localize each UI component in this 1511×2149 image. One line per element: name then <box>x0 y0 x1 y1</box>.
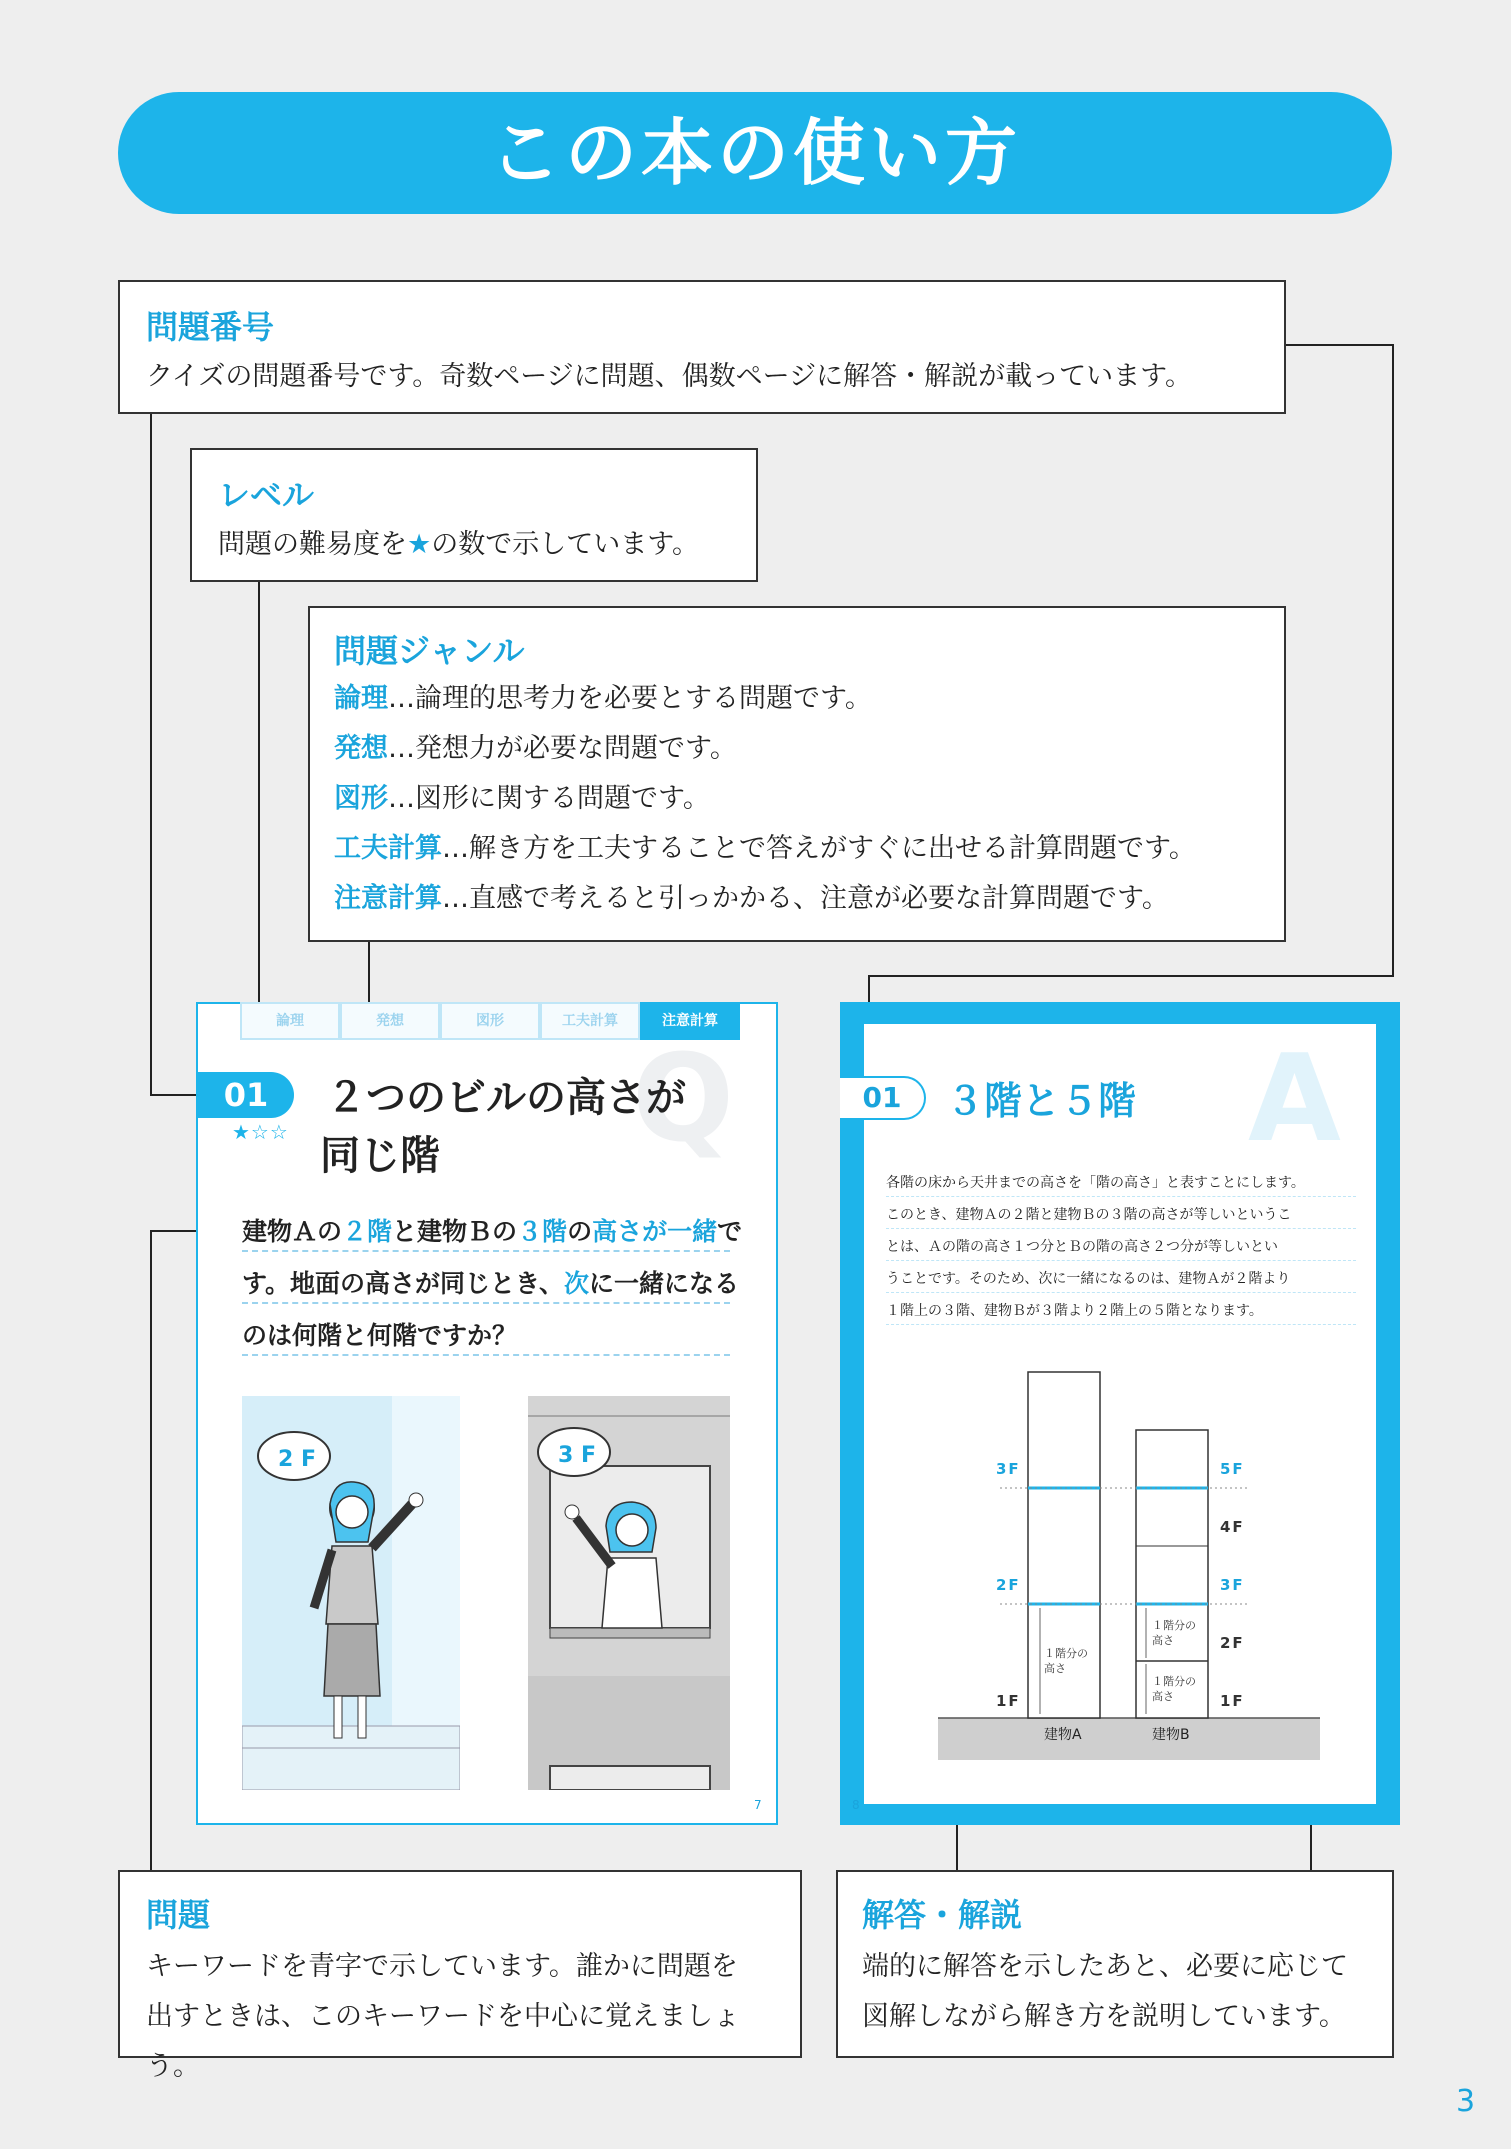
genre-item: 工夫計算…解き方を工夫することで答えがすぐに出せる計算問題です。 <box>334 833 1196 864</box>
genre-item: 注意計算…直感で考えると引っかかる、注意が必要な計算問題です。 <box>334 883 1169 914</box>
tab-4: 注意計算 <box>640 1002 740 1040</box>
answer-body-line: １階上の３階、建物Ｂが３階より２階上の５階となります。 <box>886 1300 1356 1325</box>
building-b-floor-label: 5F <box>1220 1460 1245 1478</box>
q-watermark: Q <box>632 1030 735 1169</box>
level-text <box>218 520 730 570</box>
genre-item: 発想…発想力が必要な問題です。 <box>334 733 737 764</box>
question-line-2: す。地面の高さが同じとき、次に一緒になる <box>242 1269 740 1298</box>
question-text-2: 出すときは、このキーワードを中心に覚えましょう。 <box>146 2001 740 2082</box>
building-a-floor-label: 2F <box>996 1576 1021 1594</box>
answer-title: ３階と５階 <box>946 1079 1137 1123</box>
question-title-line2: 同じ階 <box>320 1133 440 1179</box>
answer-heading: 解答・解説 <box>862 1896 1023 1934</box>
tab-0: 論理 <box>240 1002 340 1040</box>
connector-line <box>1392 344 1394 976</box>
building-b-height-label-2: １階分の 高さ <box>1152 1675 1196 1703</box>
connector-line <box>150 414 152 1096</box>
building-b-height-label-1: １階分の 高さ <box>1152 1619 1196 1647</box>
star-icon: ★ <box>407 529 432 560</box>
genre-heading: 問題ジャンル <box>334 632 525 670</box>
bubble-2f: 2 F <box>278 1447 316 1472</box>
answer-number-badge: 01 <box>840 1076 926 1120</box>
building-b-label: 建物B <box>1152 1727 1190 1743</box>
answer-text-1: 端的に解答を示したあと、必要に応じて <box>862 1951 1348 1982</box>
problem-number-box <box>118 280 1286 414</box>
level-box <box>190 448 758 582</box>
building-a-height-label: １階分の 高さ <box>1044 1647 1088 1675</box>
building-a-label: 建物A <box>1044 1727 1082 1743</box>
question-line-3: のは何階と何階ですか？ <box>242 1321 518 1350</box>
building-b-floor-label: 1F <box>1220 1692 1245 1710</box>
a-watermark: A <box>1248 1030 1341 1169</box>
connector-line <box>150 1230 152 1870</box>
question-box <box>118 1870 802 2082</box>
level-text-before: 問題の難易度を <box>218 529 407 560</box>
level-stars: ★☆☆ <box>232 1120 289 1144</box>
tab-2: 図形 <box>440 1002 540 1040</box>
connector-line <box>868 975 1394 977</box>
answer-body-line: とは、Ａの階の高さ１つ分とＢの階の高さ２つ分が等しいとい <box>886 1236 1356 1261</box>
problem-number-text: クイズの問題番号です。奇数ページに問題、偶数ページに解答・解説が載っています。 <box>146 361 1192 392</box>
connector-line <box>1286 344 1394 346</box>
question-page-number: 7 <box>754 1798 762 1812</box>
problem-number-heading: 問題番号 <box>146 308 275 346</box>
building-b-floor-label: 2F <box>1220 1634 1245 1652</box>
question-line-1: 建物Ａの２階と建物Ｂの３階の高さが一緒で <box>242 1217 743 1246</box>
illustration-woman-ground <box>242 1396 460 1790</box>
building-a-floor-label: 3F <box>996 1460 1021 1478</box>
building-diagram <box>920 1360 1320 1760</box>
answer-box <box>836 1870 1394 2058</box>
tab-3: 工夫計算 <box>540 1002 640 1040</box>
building-b-floor-label: 4F <box>1220 1518 1245 1536</box>
question-title-line1: ２つのビルの高さが <box>326 1075 686 1121</box>
divider <box>242 1250 730 1252</box>
tab-1: 発想 <box>340 1002 440 1040</box>
page-title: この本の使い方 <box>118 92 1392 214</box>
answer-page-number: 8 <box>852 1798 860 1812</box>
answer-text-2: 図解しながら解き方を説明しています。 <box>862 2001 1346 2032</box>
page-number: 3 <box>1456 2084 1476 2119</box>
illustration-woman-window <box>528 1396 730 1790</box>
divider <box>242 1354 730 1356</box>
level-heading: レベル <box>218 476 315 514</box>
genre-box <box>308 606 1286 942</box>
answer-body-line: うことです。そのため、次に一緒になるのは、建物Ａが２階より <box>886 1268 1356 1293</box>
answer-body-line: 各階の床から天井までの高さを「階の高さ」と表すことにします。 <box>886 1172 1356 1197</box>
answer-body-line: このとき、建物Ａの２階と建物Ｂの３階の高さが等しいというこ <box>886 1204 1356 1229</box>
question-text-1: キーワードを青字で示しています。誰かに問題を <box>146 1951 738 1982</box>
genre-list <box>334 674 1260 924</box>
genre-item: 図形…図形に関する問題です。 <box>334 783 710 814</box>
building-a-floor-label: 1F <box>996 1692 1021 1710</box>
question-number-badge: 01 <box>198 1072 294 1118</box>
building-b-floor-label: 3F <box>1220 1576 1245 1594</box>
divider <box>242 1302 730 1304</box>
genre-item: 論理…論理的思考力を必要とする問題です。 <box>334 683 872 714</box>
level-text-after: の数で示しています。 <box>431 529 700 560</box>
question-heading: 問題 <box>146 1896 211 1934</box>
bubble-3f: 3 F <box>558 1443 596 1468</box>
